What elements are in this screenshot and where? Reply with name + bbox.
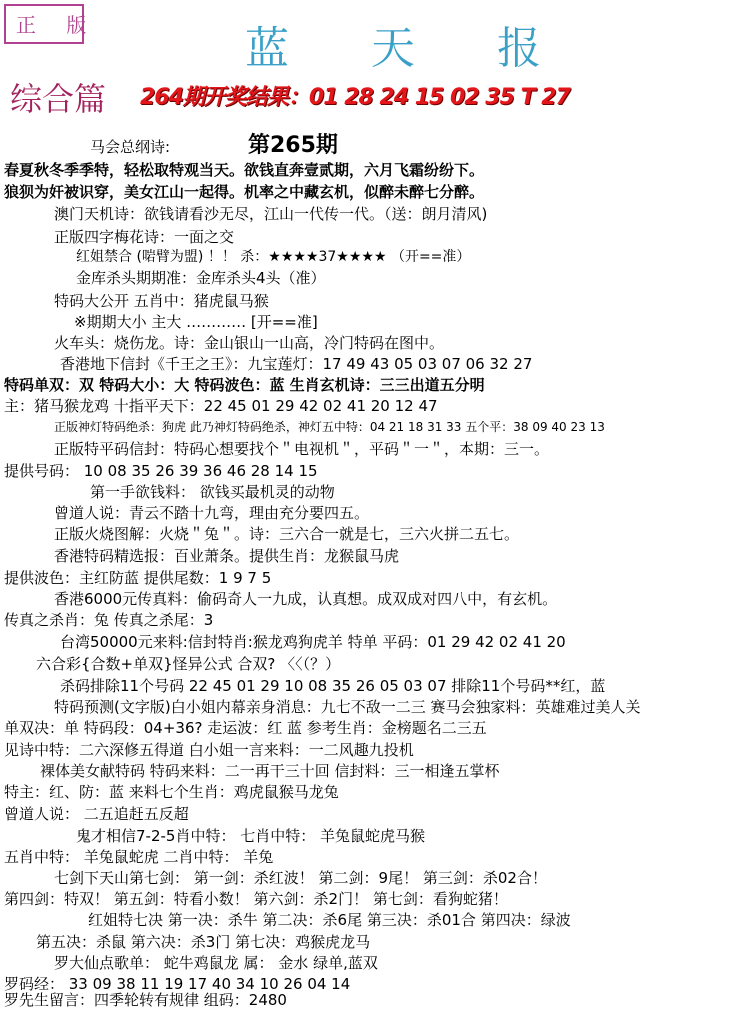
text-line: 六合彩{合数+单双}怪异公式 合双? 〈〈（？）: [36, 655, 341, 673]
text-line: 正版神灯特码绝杀：狗虎 此乃神灯特码绝杀，神灯五中特：04 21 18 31 33 五个平：38 09 40 23 13: [54, 420, 605, 434]
newspaper-title: 蓝 天 报: [245, 23, 575, 74]
text-line: 鬼才相信7-2-5肖中特： 七肖中特： 羊兔鼠蛇虎马猴: [76, 827, 425, 845]
section-title: 综合篇: [10, 80, 107, 118]
text-line: 五肖中特： 羊兔鼠蛇虎 二肖中特： 羊兔: [4, 848, 274, 866]
genuine-badge: 正 版: [4, 4, 84, 44]
text-line: 马会总纲诗:: [90, 138, 171, 156]
previous-draw-result: 264期开奖结果：01 28 24 15 02 35 T 27: [140, 85, 570, 110]
text-line: 红姐禁合 (啱臂为盟) ！！ 杀：★★★★37★★★★ （开==准）: [76, 249, 471, 265]
text-line: 单双决：单 特码段：04+36? 走运波：红 蓝 参考生肖：金榜题名二三五: [4, 719, 487, 737]
text-line: 香港地下信封《千王之王》：九宝莲灯：17 49 43 05 03 07 06 32 27: [60, 355, 533, 373]
text-line: 杀码排除11个号码 22 45 01 29 10 08 35 26 05 03 07 排除11个号码**红，蓝: [60, 677, 606, 695]
text-line: 七剑下天山第七剑： 第一剑：杀红波！ 第二剑：9尾！ 第三剑：杀02合！: [54, 869, 547, 887]
text-line: 红姐特七决 第一决：杀牛 第二决：杀6尾 第三决：杀01合 第四决：绿波: [88, 911, 571, 929]
text-line: 香港6000元传真料：偷码奇人一九成，认真想。成双成对四八中，有玄机。: [54, 590, 558, 608]
text-line: 特主：红、防：蓝 来料七个生肖：鸡虎鼠猴马龙兔: [4, 783, 339, 801]
text-line: 香港特码精选报：百业萧条。提供生肖：龙猴鼠马虎: [54, 547, 400, 565]
text-line: 罗大仙点歌单： 蛇牛鸡鼠龙 属： 金水 绿单,蓝双: [54, 954, 378, 972]
text-line: 特码预测(文字版)白小姐内幕亲身消息：九七不敌一二三 赛马会独家料：英雄难过美人关: [54, 698, 641, 716]
text-line: 正版特平码信封：特码心想要找个＂电视机＂，平码＂一＂，本期：三一。: [54, 440, 550, 458]
text-line: 第五决：杀鼠 第六决：杀3门 第七决：鸡猴虎龙马: [36, 933, 371, 951]
text-line: 正版火烧图解：火烧＂兔＂。诗：三六合一就是七，三六火拼二五七。: [54, 525, 520, 543]
text-line: 金库杀头期期准：金库杀头4头（准）: [76, 269, 326, 287]
issue-number: 第265期: [248, 133, 338, 158]
text-line: 罗先生留言：四季轮转有规律 组码：2480: [4, 991, 287, 1009]
text-line: 澳门天机诗：欲钱请看沙无尽，江山一代传一代。（送：朗月清风): [54, 205, 488, 223]
text-line: 曾道人说： 二五追赶五反超: [4, 805, 189, 823]
text-line: 狼狈为奸被识穿，美女江山一起得。机率之中藏玄机，似醉未醉七分醉。: [4, 183, 485, 201]
text-line: 特码单双：双 特码大小：大 特码波色：蓝 生肖玄机诗：三三出道五分明: [4, 376, 485, 394]
text-line: 正版四字梅花诗：一面之交: [54, 228, 235, 246]
text-line: 传真之杀肖：兔 传真之杀尾：3: [4, 611, 214, 629]
text-line: 火车头：烧伤龙。诗：金山银山一山高，冷门特码在图中。: [54, 334, 445, 352]
text-line: ※期期大小 主大 ………… [开==准]: [74, 313, 318, 331]
text-line: 见诗中特：二六深修五得道 白小姐一言来料：一二风趣九投机: [4, 741, 414, 759]
text-line: 提供号码： 10 08 35 26 39 36 46 28 14 15: [4, 462, 318, 480]
text-line: 台湾50000元来料:信封特肖:猴龙鸡狗虎羊 特单 平码：01 29 42 02 41 20: [60, 633, 566, 651]
text-line: 主：猪马猴龙鸡 十指平天下：22 45 01 29 42 02 41 20 12 47: [4, 397, 438, 415]
text-line: 裸体美女献特码 特码来料：二一再干三十回 信封料：三一相逢五掌杯: [40, 762, 500, 780]
text-line: 第四剑：特双！ 第五剑：特看小数！ 第六剑：杀2门！ 第七剑：看狗蛇猪！: [4, 890, 508, 908]
text-line: 罗码经： 33 09 38 11 19 17 40 34 10 26 04 14: [4, 975, 351, 993]
text-line: 春夏秋冬季季特，轻松取特观当天。欲钱直奔壹贰期，六月飞霜纷纷下。: [4, 161, 485, 179]
text-line: 提供波色：主红防蓝 提供尾数：1 9 7 5: [4, 569, 272, 587]
text-line: 曾道人说：青云不踏十九弯，理由充分要四五。: [54, 504, 370, 522]
text-line: 第一手欲钱料： 欲钱买最机灵的动物: [90, 483, 335, 501]
text-line: 特码大公开 五肖中：猪虎鼠马猴: [54, 292, 269, 310]
